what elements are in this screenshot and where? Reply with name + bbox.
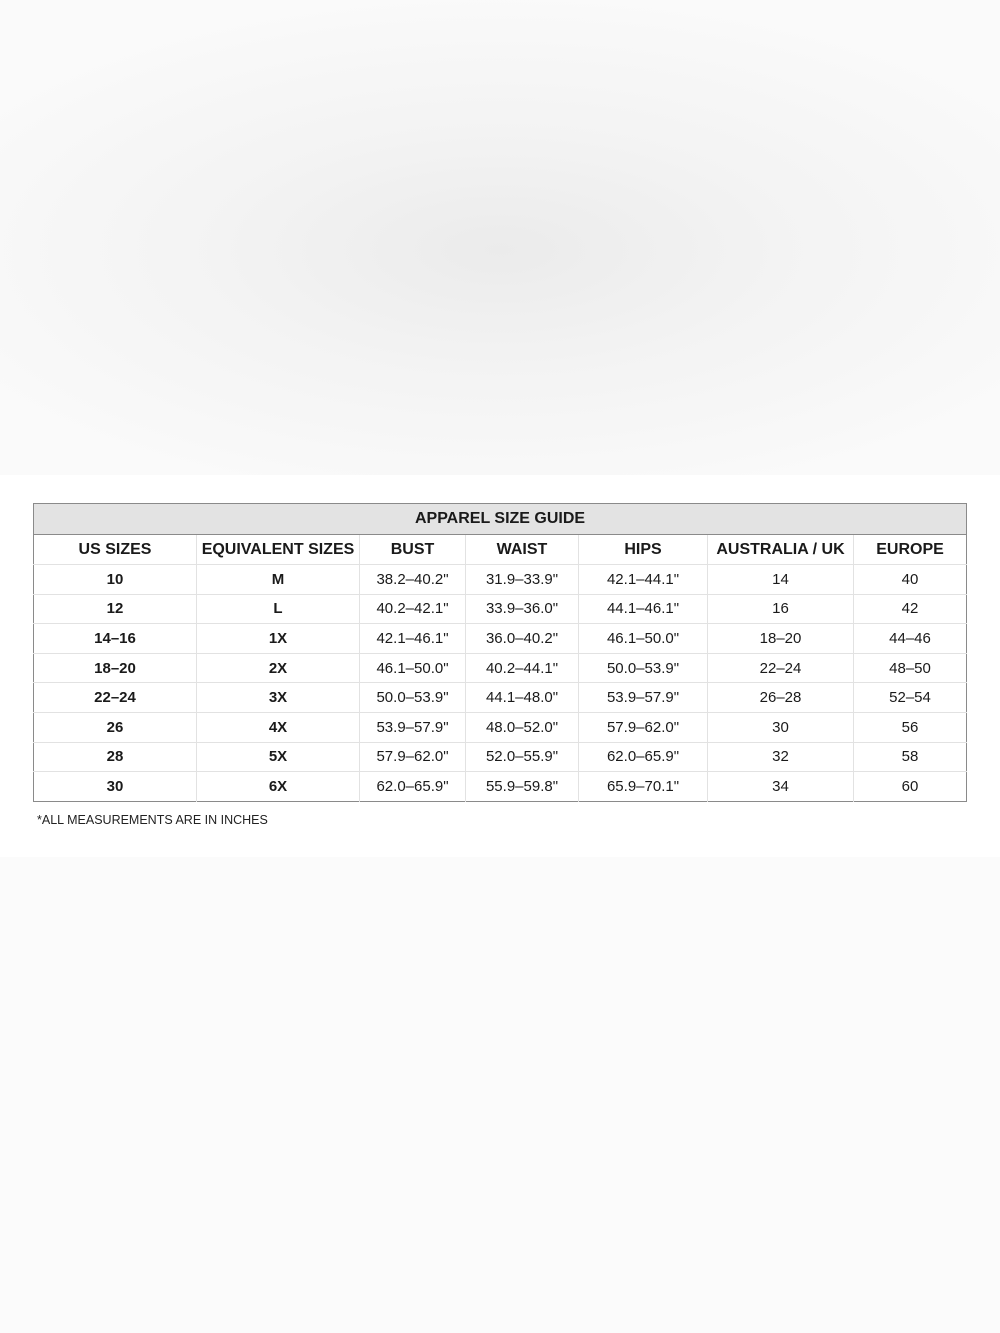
australia-uk-cell: 30 xyxy=(708,712,854,742)
column-header-australia-uk: AUSTRALIA / UK xyxy=(708,535,854,565)
hips-cell: 46.1–50.0" xyxy=(579,624,708,654)
equivalent-size-cell: 1X xyxy=(197,624,360,654)
bust-cell: 50.0–53.9" xyxy=(360,683,466,713)
europe-cell: 52–54 xyxy=(854,683,967,713)
table-title: APPAREL SIZE GUIDE xyxy=(34,504,967,535)
table-row xyxy=(34,712,967,742)
waist-cell: 31.9–33.9" xyxy=(466,565,579,595)
table-row xyxy=(34,772,967,802)
column-header-equivalent-sizes: EQUIVALENT SIZES xyxy=(197,535,360,565)
bust-cell: 42.1–46.1" xyxy=(360,624,466,654)
table-row xyxy=(34,653,967,683)
measurements-note: *ALL MEASUREMENTS ARE IN INCHES xyxy=(37,813,268,827)
europe-cell: 42 xyxy=(854,594,967,624)
australia-uk-cell: 22–24 xyxy=(708,653,854,683)
table-row xyxy=(34,683,967,713)
australia-uk-cell: 18–20 xyxy=(708,624,854,654)
table-row xyxy=(34,624,967,654)
bust-cell: 57.9–62.0" xyxy=(360,742,466,772)
hips-cell: 65.9–70.1" xyxy=(579,772,708,802)
bust-cell: 40.2–42.1" xyxy=(360,594,466,624)
column-header-waist: WAIST xyxy=(466,535,579,565)
hips-cell: 53.9–57.9" xyxy=(579,683,708,713)
europe-cell: 40 xyxy=(854,565,967,595)
table-row xyxy=(34,565,967,595)
australia-uk-cell: 16 xyxy=(708,594,854,624)
us-size-cell: 22–24 xyxy=(34,683,197,713)
equivalent-size-cell: 4X xyxy=(197,712,360,742)
column-header-europe: EUROPE xyxy=(854,535,967,565)
australia-uk-cell: 14 xyxy=(708,565,854,595)
waist-cell: 40.2–44.1" xyxy=(466,653,579,683)
europe-cell: 48–50 xyxy=(854,653,967,683)
europe-cell: 56 xyxy=(854,712,967,742)
waist-cell: 33.9–36.0" xyxy=(466,594,579,624)
australia-uk-cell: 32 xyxy=(708,742,854,772)
waist-cell: 44.1–48.0" xyxy=(466,683,579,713)
table-row xyxy=(34,742,967,772)
column-header-us-sizes: US SIZES xyxy=(34,535,197,565)
hips-cell: 57.9–62.0" xyxy=(579,712,708,742)
column-header-bust: BUST xyxy=(360,535,466,565)
us-size-cell: 10 xyxy=(34,565,197,595)
size-guide-table xyxy=(33,503,967,802)
equivalent-size-cell: M xyxy=(197,565,360,595)
waist-cell: 55.9–59.8" xyxy=(466,772,579,802)
europe-cell: 60 xyxy=(854,772,967,802)
equivalent-size-cell: 6X xyxy=(197,772,360,802)
bust-cell: 62.0–65.9" xyxy=(360,772,466,802)
equivalent-size-cell: 2X xyxy=(197,653,360,683)
hips-cell: 50.0–53.9" xyxy=(579,653,708,683)
waist-cell: 52.0–55.9" xyxy=(466,742,579,772)
australia-uk-cell: 34 xyxy=(708,772,854,802)
equivalent-size-cell: L xyxy=(197,594,360,624)
australia-uk-cell: 26–28 xyxy=(708,683,854,713)
hips-cell: 62.0–65.9" xyxy=(579,742,708,772)
table-row xyxy=(34,594,967,624)
hips-cell: 44.1–46.1" xyxy=(579,594,708,624)
background-top xyxy=(0,0,1000,475)
us-size-cell: 18–20 xyxy=(34,653,197,683)
equivalent-size-cell: 5X xyxy=(197,742,360,772)
bust-cell: 53.9–57.9" xyxy=(360,712,466,742)
hips-cell: 42.1–44.1" xyxy=(579,565,708,595)
us-size-cell: 26 xyxy=(34,712,197,742)
europe-cell: 44–46 xyxy=(854,624,967,654)
equivalent-size-cell: 3X xyxy=(197,683,360,713)
europe-cell: 58 xyxy=(854,742,967,772)
bust-cell: 46.1–50.0" xyxy=(360,653,466,683)
header-row xyxy=(34,535,967,565)
us-size-cell: 30 xyxy=(34,772,197,802)
us-size-cell: 12 xyxy=(34,594,197,624)
waist-cell: 36.0–40.2" xyxy=(466,624,579,654)
us-size-cell: 28 xyxy=(34,742,197,772)
bust-cell: 38.2–40.2" xyxy=(360,565,466,595)
us-size-cell: 14–16 xyxy=(34,624,197,654)
column-header-hips: HIPS xyxy=(579,535,708,565)
background-bottom xyxy=(0,857,1000,1333)
waist-cell: 48.0–52.0" xyxy=(466,712,579,742)
